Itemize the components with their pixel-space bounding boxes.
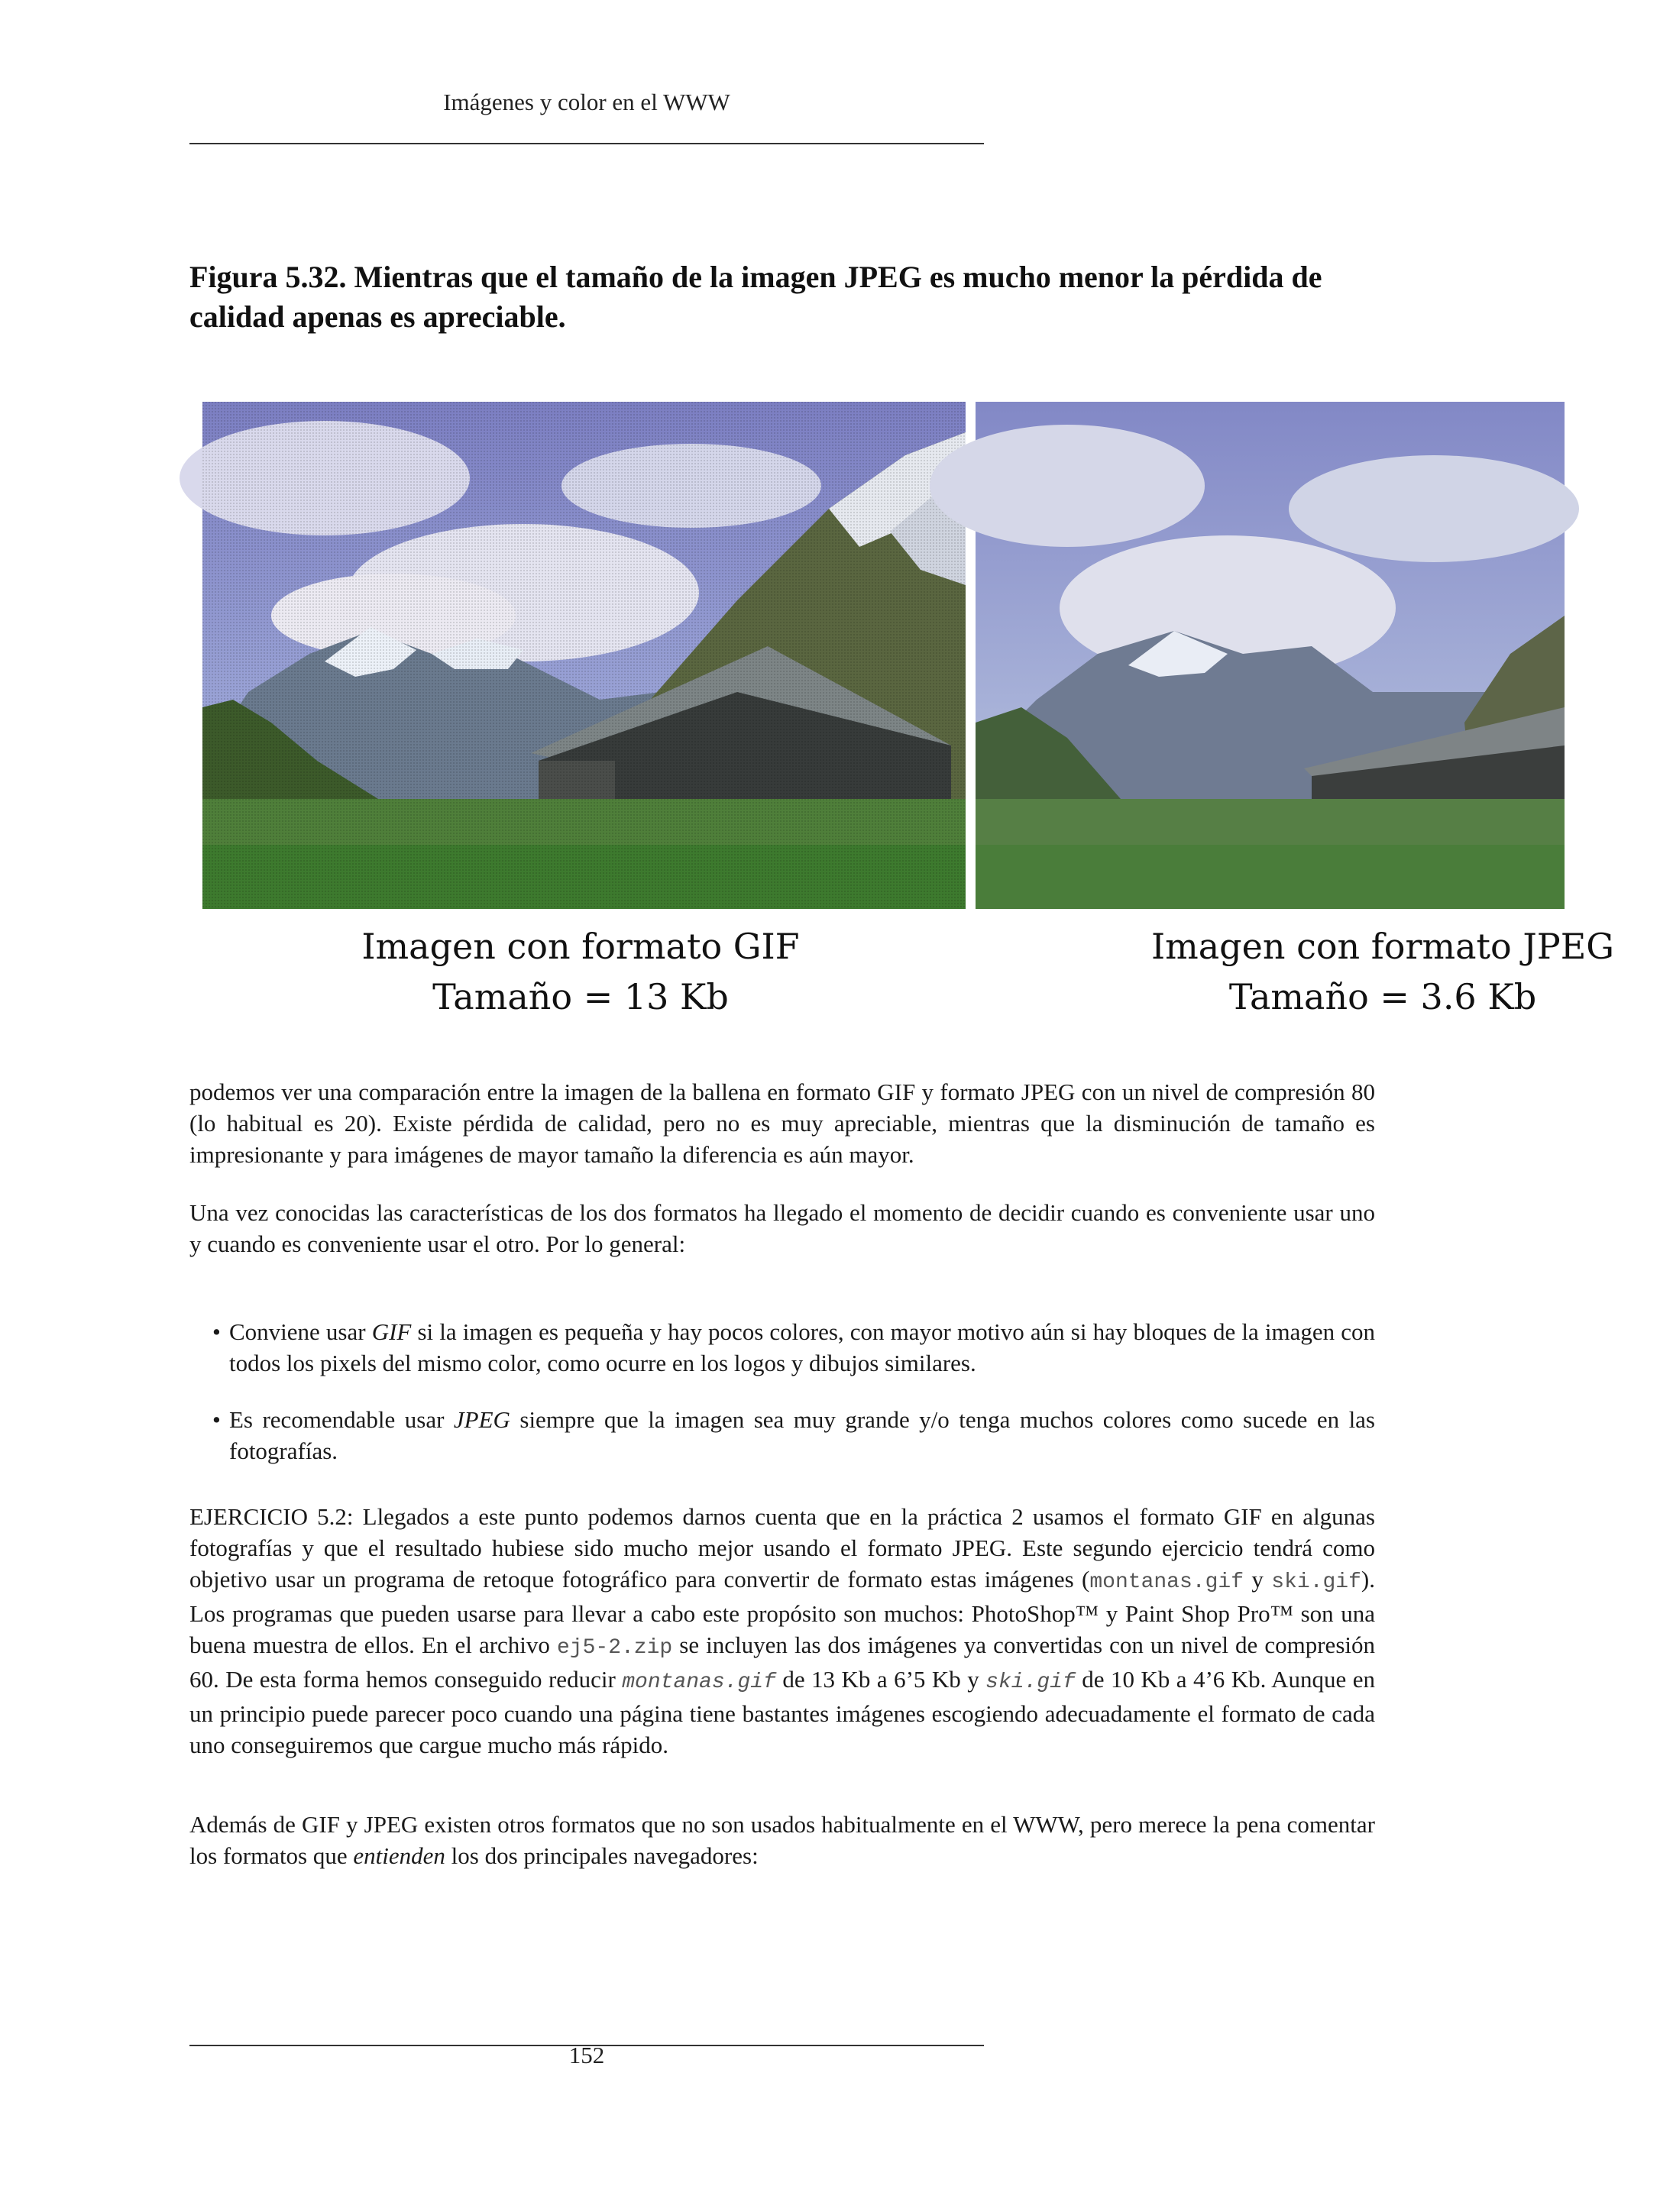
gif-size-label: Tamaño = 13 Kb [432,976,729,1017]
filename-ski-italic: ski.gif [985,1670,1076,1694]
paragraph-decision: Una vez conocidas las características de los dos formatos ha llegado el momento de decidir cuando es conveniente usar uno y cuando es conveniente usar el otro. Por lo general: [189,1199,1375,1257]
list-item: • Es recomendable usar JPEG siempre que la imagen sea muy grande y/o tenga muchos colores como sucede en las fotografías. [189,1404,1375,1467]
emphasis-gif: GIF [371,1318,412,1345]
jpeg-size-label: Tamaño = 3.6 Kb [1228,976,1537,1017]
paragraph-other-formats: Además de GIF y JPEG existen otros formatos que no son usados habitualmente en el WWW, pero merece la pena comentar los formatos que entienden los dos principales navegadores: [189,1811,1375,1869]
gif-caption [321,921,840,1022]
list-item: • Conviene usar GIF si la imagen es pequeña y hay pocos colores, con mayor motivo aún si hay bloques de la imagen con todos los pixels del mismo color, como ocurre en los logos y dibujos similares. [189,1316,1375,1379]
filename-zip: ej5-2.zip [556,1636,673,1660]
bullet: • [212,1406,221,1433]
jpeg-format-label: Imagen con formato JPEG [1150,926,1615,967]
figure-title: Figura 5.32. Mientras que el tamaño de la imagen JPEG es mucho menor la pérdida de calidad apenas es apreciable. [189,260,1322,334]
figure-5-32 [0,0,1615,1031]
format-recommendation-list [189,1316,1375,1492]
bullet: • [212,1318,221,1345]
gif-format-label: Imagen con formato GIF [361,926,800,967]
emphasis-entienden: entienden [353,1842,445,1869]
paragraph-comparison: podemos ver una comparación entre la imagen de la ballena en formato GIF y formato JPEG con un nivel de compresión 80 (lo habitual es 20). Existe pérdida de calidad, pero no es muy apreciable, mientras que la disminución de tamaño es impresionante y para imágenes de mayor tamaño la diferencia es aún mayor. [189,1079,1375,1168]
filename-ski: ski.gif [1271,1570,1361,1594]
paragraph-exercise: EJERCICIO 5.2: Llegados a este punto podemos darnos cuenta que en la práctica 2 usamos el formato GIF en algunas fotografías y que el resultado hubiese sido mucho mejor usando el formato JPEG. Este segundo ejercicio tendrá como objetivo usar un programa de retoque fotográfico para convertir de formato estas imágenes (montanas.gif y ski.gif). Los programas que pueden usarse para llevar a cabo este propósito son muchos: PhotoShop™ y Paint Shop Pro™ son una buena muestra de ellos. En el archivo ej5-2.zip se incluyen las dos imágenes ya convertidas con un nivel de compresión 60. De esta forma hemos conseguido reducir montanas.gif de 13 Kb a 6’5 Kb y ski.gif de 10 Kb a 4’6 Kb. Aunque en un principio puede parecer poco cuando una página tiene bastantes imágenes escogiendo adecuadamente el formato de cada uno conseguiremos que cargue mucho más rápido. [189,1503,1376,1758]
filename-montanas-italic: montanas.gif [622,1670,776,1694]
filename-montanas: montanas.gif [1089,1570,1244,1594]
gif-photo [202,402,966,909]
emphasis-jpeg: JPEG [453,1406,510,1433]
jpeg-caption [1092,921,1673,1022]
jpeg-photo [976,402,1565,909]
page-number: 152 [568,2042,605,2068]
running-header: Imágenes y color en el WWW [443,89,730,115]
